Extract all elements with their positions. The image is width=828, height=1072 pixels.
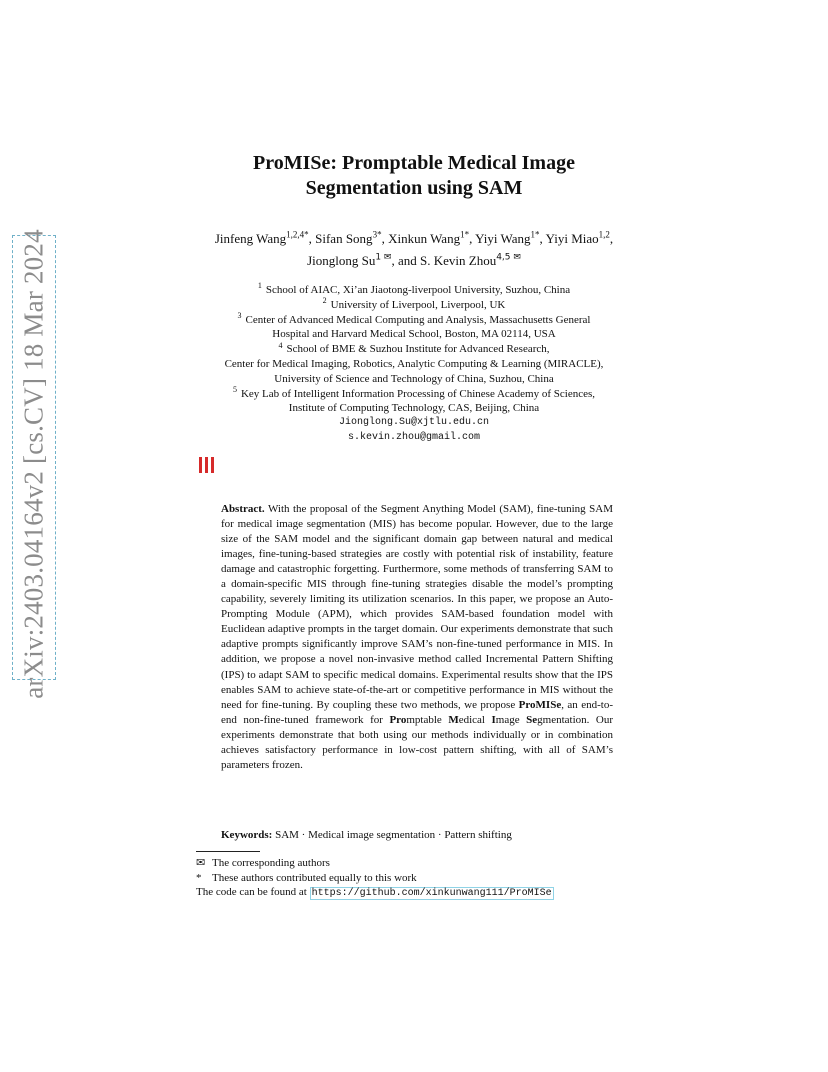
author-name: Yiyi Wang bbox=[475, 231, 531, 246]
affiliation-line: $^4$ School of BME & Suzhou Institute for Advanced Research, bbox=[278, 340, 550, 356]
code-link[interactable]: https://github.com/xinkunwang111/ProMISe bbox=[311, 888, 552, 899]
red-bars-mark bbox=[199, 457, 214, 473]
author-line-2: Jionglong $Su^{1 ✉}$, and S. Kevin Zhou$^{4,5 ✉}$ bbox=[307, 252, 521, 268]
author-affil: 1 ✉ bbox=[375, 252, 392, 263]
footnote-rule bbox=[196, 851, 260, 852]
author-affil: 1,2 bbox=[598, 229, 610, 240]
affiliation-line: Institute of Computing Technology, CAS, Beijing, China bbox=[288, 402, 540, 415]
affiliation-line: $^1$ School of AIAC, Xi’an Jiaotong-liverpool University, Suzhou, China bbox=[257, 281, 571, 296]
abstract-text: With the proposal of the Segment Anything Model (SAM), fine-tuning SAM for medical image segmentation (MIS) has become popular. However, due to the large size of the SAM model and the significant domain gap between natural and medical images, fine-tuning-based strategies are costly with potential risk of instability, feature damage and catastrophic forgetting. Furthermore, some methods of transferring SAM to a domain-specific MIS through fine-tuning strategies disable the model’s prompting capability, severely limiting its utilization scenarios. In this paper, we propose an Auto-Prompting Module (APM), which provides SAM-based foundation model with Euclidean adaptive prompts in the target domain. Our experiments demonstrate that such adaptive prompts significantly improve SAM’s non-fine-tuned performance in MIS. In addition, we propose a novel non-invasive method called Incremental Pattern Shifting (IPS) to adapt SAM to specific medical domains. Experimental results show that the IPS enables SAM to achieve state-of-the-art or competitive performance in MIS without the need for fine-tuning. By coupling these two methods, we propose bbox=[221, 503, 613, 711]
footnotes bbox=[196, 856, 636, 902]
footnote-corresponding: ✉ The corresponding authors bbox=[196, 857, 330, 869]
footnote-equal: * These authors contributed equally to this work bbox=[196, 871, 417, 884]
author-list bbox=[150, 228, 678, 272]
method-name: ProMISe bbox=[518, 698, 562, 711]
abstract: Abstract. With the proposal of the Segment Anything Model (SAM), fine-tuning SAM for medical image segmentation (MIS) has become popular. However, due to the large size of the SAM model and the significant domain gap between natural and medical images, fine-tuning-based strategies are costly with potential risk of instability, feature damage and catastrophic forgetting. Furthermore, some methods of transferring SAM to a domain-specific MIS through fine-tuning strategies disable the model’s prompting capability, severely limiting its utilization scenarios. In this paper, we propose an Auto-Prompting Module (APM), which provides SAM-based foundation model with Euclidean adaptive prompts in the target domain. Our experiments demonstrate that such adaptive prompts significantly improve SAM’s non-fine-tuned performance in MIS. In addition, we propose a novel non-invasive method called Incremental Pattern Shifting (IPS) to adapt SAM to specific medical domains. Experimental results show that the IPS enables SAM to achieve state-of-the-art or competitive performance in MIS without the need for fine-tuning. By coupling these two methods, we propose ProMISe, an end-to-end non-fine-tuned framework for Promptable Medical Image Segmentation. Our experiments demonstrate that both using our methods individually or in combination achieves satisfactory performance in low-cost pattern shifting, with all of SAM’s parameters frozen. bbox=[221, 503, 614, 771]
title-line-1: ProMISe: Promptable Medical Image bbox=[253, 152, 575, 174]
keywords-text: SAM · Medical image segmentation · Pattern shifting bbox=[272, 829, 512, 841]
author-affil: 1,2,4* bbox=[286, 229, 309, 240]
author-name: Jionglong Su bbox=[307, 253, 376, 268]
paper-title bbox=[0, 151, 828, 201]
author-name: S. Kevin Zhou bbox=[420, 253, 497, 268]
author-affil: 1* bbox=[460, 229, 470, 240]
email-2[interactable]: s.kevin.zhou@gmail.com bbox=[347, 431, 481, 443]
keywords bbox=[221, 828, 613, 843]
affiliations bbox=[150, 283, 678, 446]
asterisk-icon: * bbox=[196, 871, 202, 884]
affiliation-line: $^5$ Key Lab of Intelligent Information Processing of Chinese Academy of Sciences, bbox=[232, 384, 596, 400]
author-name: Xinkun Wang bbox=[388, 231, 461, 246]
keywords-label: Keywords: bbox=[221, 829, 273, 841]
author-affil: 3* bbox=[372, 229, 382, 240]
affiliation-line: $^2$ University of Liverpool, Liverpool, UK bbox=[322, 296, 506, 311]
author-line-1: Jinfeng Wang$^{1,2,4*}$, Sifan Song$^{3*}$, Xinkun Wang$^{1*}$, Yiyi Wang$^{1*}$, Yiyi Miao$^{1,2}$, bbox=[214, 229, 614, 246]
affiliation-line: Center for Medical Imaging, Robotics, Analytic Computing & Learning (MIRACLE), bbox=[224, 357, 604, 370]
author-affil: 4,5 ✉ bbox=[496, 252, 521, 263]
author-name: Jinfeng Wang bbox=[214, 231, 287, 246]
author-name: Sifan Song bbox=[315, 231, 373, 246]
email-1[interactable]: Jionglong.Su@xjtlu.edu.cn bbox=[338, 417, 490, 429]
affiliation-line: $^3$ Center of Advanced Medical Computing and Analysis, Massachusetts General bbox=[237, 310, 591, 326]
affiliation-line: Hospital and Harvard Medical School, Boston, MA 02114, USA bbox=[272, 328, 556, 341]
abstract-label: Abstract. bbox=[221, 503, 265, 515]
footnote-code: The code can be found at https://github.com/xinkunwang111/ProMISe bbox=[196, 886, 552, 899]
arxiv-stamp: arXiv:2403.04164v2 [cs.CV] 18 Mar 2024 bbox=[18, 229, 49, 699]
author-name: Yiyi Miao bbox=[545, 231, 599, 246]
author-affil: 1* bbox=[530, 229, 540, 240]
affiliation-line: University of Science and Technology of China, Suzhou, China bbox=[274, 372, 554, 385]
envelope-icon: ✉ bbox=[196, 857, 206, 869]
title-line-2: Segmentation using SAM bbox=[305, 177, 523, 199]
